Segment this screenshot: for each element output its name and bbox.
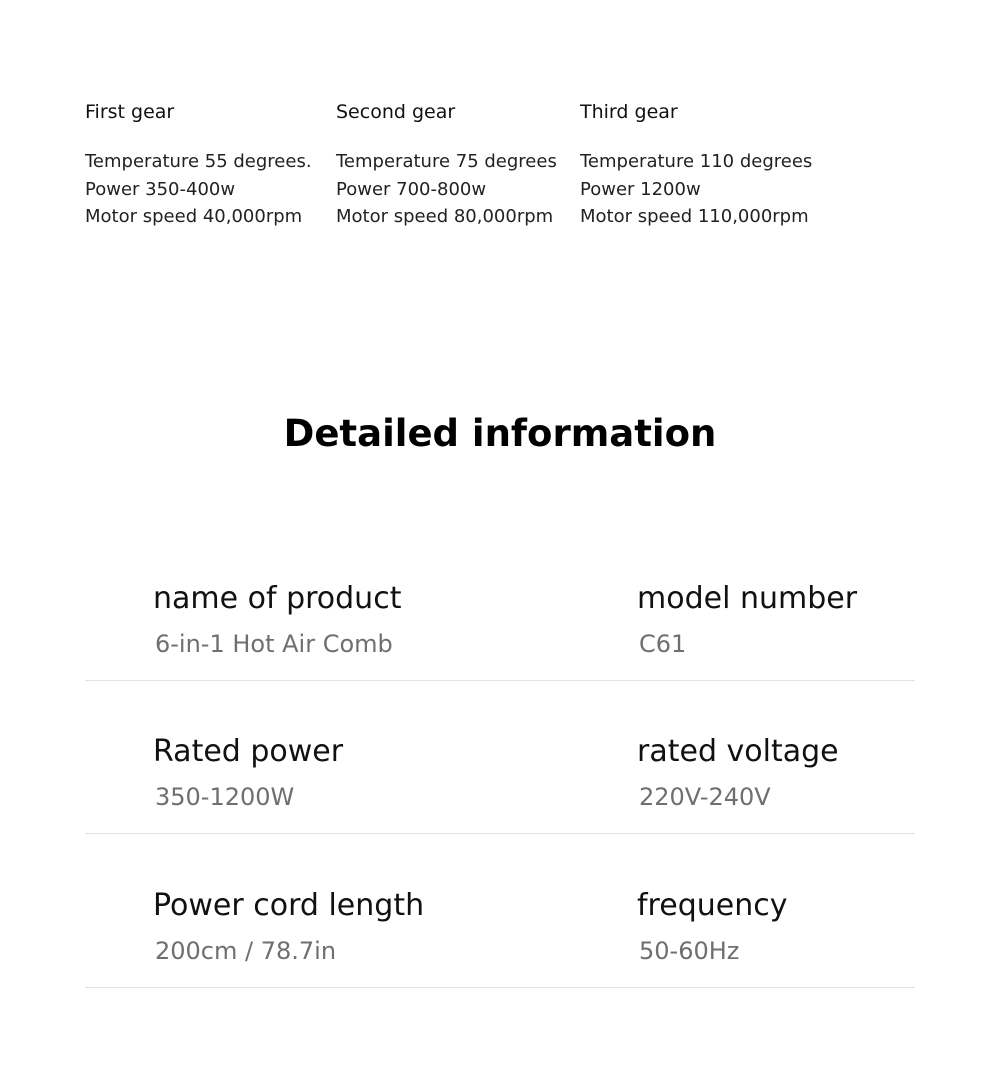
spec-value: 6-in-1 Hot Air Comb <box>155 630 393 658</box>
section-title: Detailed information <box>283 412 717 455</box>
spec-cell-cord-length <box>153 888 424 966</box>
spec-label: name of product <box>153 581 402 616</box>
gear-title: First gear <box>85 101 175 123</box>
gear-motor-speed: Motor speed 110,000rpm <box>580 206 809 227</box>
spec-value: 50-60Hz <box>639 937 740 965</box>
spec-label: frequency <box>637 888 788 923</box>
spec-label: model number <box>637 581 858 616</box>
gear-temperature: Temperature 110 degrees <box>580 151 813 172</box>
spec-cell-frequency <box>637 888 787 966</box>
gear-power: Power 1200w <box>580 178 701 200</box>
spec-row <box>85 680 915 834</box>
spec-cell-product-name <box>153 581 401 659</box>
gear-power: Power 350-400w <box>85 178 236 200</box>
gear-column-third <box>580 100 812 231</box>
spec-cell-model-number <box>637 581 857 659</box>
spec-value: 220V-240V <box>639 783 771 811</box>
gear-title: Second gear <box>336 101 456 123</box>
gear-power: Power 700-800w <box>336 178 487 200</box>
gear-temperature: Temperature 55 degrees. <box>85 151 312 172</box>
gear-motor-speed: Motor speed 40,000rpm <box>85 206 303 227</box>
gear-column-second <box>336 100 557 231</box>
spec-label: Rated power <box>153 734 344 769</box>
spec-cell-rated-voltage <box>637 734 839 812</box>
gear-title: Third gear <box>580 101 678 123</box>
spec-value: C61 <box>639 630 687 658</box>
spec-label: Power cord length <box>153 888 425 923</box>
gear-motor-speed: Motor speed 80,000rpm <box>336 206 554 227</box>
spec-value: 200cm / 78.7in <box>155 937 337 965</box>
spec-row <box>85 527 915 681</box>
gear-column-first <box>85 100 312 231</box>
gear-temperature: Temperature 75 degrees <box>336 151 557 172</box>
spec-label: rated voltage <box>637 734 839 769</box>
spec-cell-rated-power <box>153 734 343 812</box>
spec-row <box>85 834 915 988</box>
spec-value: 350-1200W <box>155 783 295 811</box>
